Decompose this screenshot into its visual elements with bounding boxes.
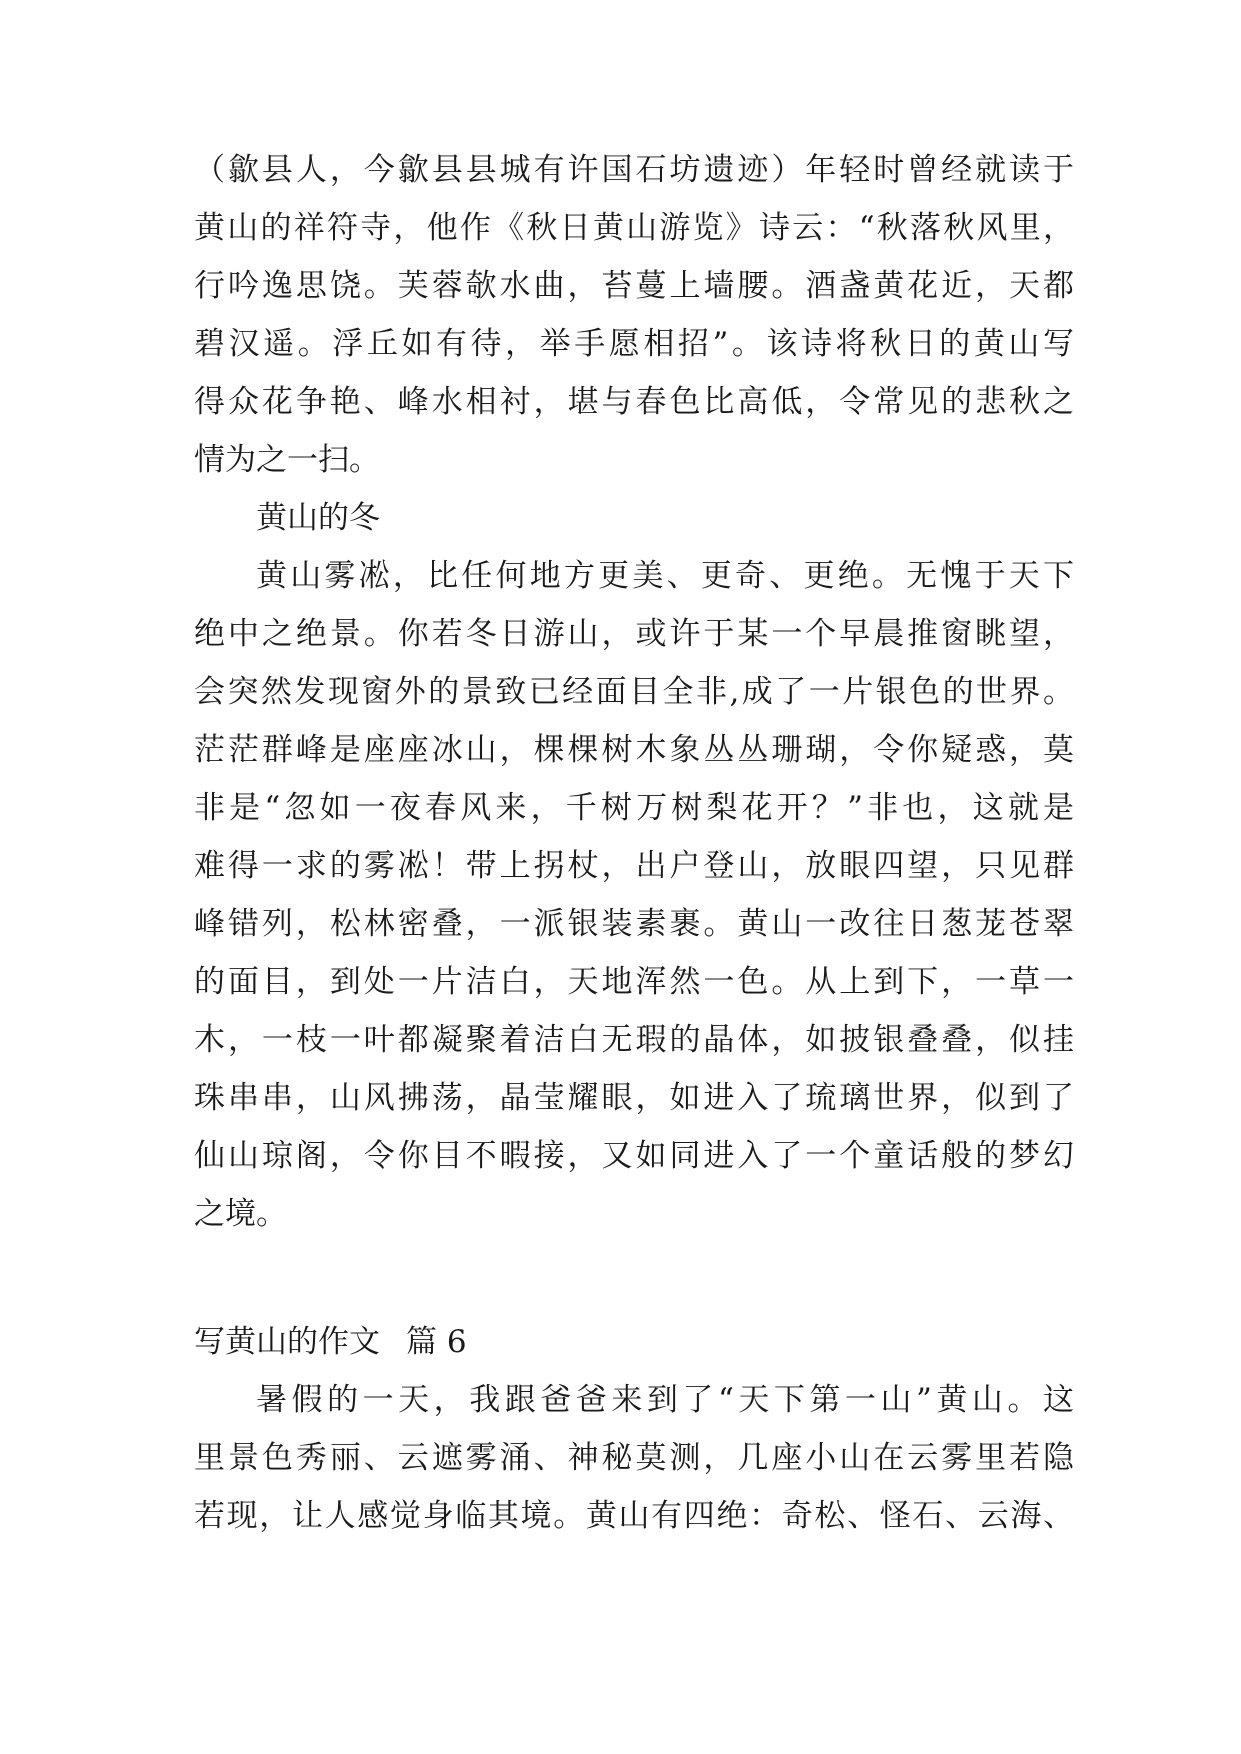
paragraph-3-line-1: 暑假的一天，我跟爸爸来到了“天下第一山”黄山。这 xyxy=(256,1382,1074,1418)
subheading: 黄山的冬 xyxy=(256,500,380,536)
section-title xyxy=(194,1312,467,1372)
paragraph-2-line-8: 的面目，到处一片洁白，天地浑然一色。从上到下，一草一 xyxy=(194,964,1074,1000)
paragraph-1-line-4: 碧汉遥。浮丘如有待，举手愿相招”。该诗将秋日的黄山写 xyxy=(194,326,1074,362)
section-title-text: 写黄山的作文 xyxy=(194,1324,380,1360)
paragraph-2-line-7: 峰错列，松林密叠，一派银装素裹。黄山一改往日葱茏苍翠 xyxy=(194,906,1074,942)
paragraph-2-line-5: 非是“忽如一夜春风来，千树万树梨花开？”非也，这就是 xyxy=(194,790,1074,826)
paragraph-2-line-6: 难得一求的雾凇！带上拐杖，出户登山，放眼四望，只见群 xyxy=(194,848,1074,884)
paragraph-1-line-6: 情为之一扫。 xyxy=(194,442,380,478)
paragraph-3-line-3: 若现，让人感觉身临其境。黄山有四绝：奇松、怪石、云海、 xyxy=(194,1498,1074,1534)
paragraph-2-line-10: 珠串串，山风拂荡，晶莹耀眼，如进入了琉璃世界，似到了 xyxy=(194,1080,1074,1116)
paragraph-3-line-2: 里景色秀丽、云遮雾涌、神秘莫测，几座小山在云雾里若隐 xyxy=(194,1440,1074,1476)
paragraph-1-line-5: 得众花争艳、峰水相衬，堪与春色比高低，令常见的悲秋之 xyxy=(194,384,1074,420)
paragraph-2-line-1: 黄山雾凇，比任何地方更美、更奇、更绝。无愧于天下 xyxy=(256,558,1074,594)
paragraph-1-line-1: （歙县人，今歙县县城有许国石坊遗迹）年轻时曾经就读于 xyxy=(194,152,1074,188)
paragraph-2-line-2: 绝中之绝景。你若冬日游山，或许于某一个早晨推窗眺望， xyxy=(194,616,1074,652)
paragraph-2-line-9: 木，一枝一叶都凝聚着洁白无瑕的晶体，如披银叠叠，似挂 xyxy=(194,1022,1074,1058)
paragraph-1-line-3: 行吟逸思饶。芙蓉欹水曲，苔蔓上墙腰。酒盏黄花近，天都 xyxy=(194,268,1074,304)
paragraph-2-line-4: 茫茫群峰是座座冰山，棵棵树木象丛丛珊瑚，令你疑惑，莫 xyxy=(194,732,1074,768)
paragraph-1-line-2: 黄山的祥符寺，他作《秋日黄山游览》诗云：“秋落秋风里， xyxy=(194,210,1074,246)
section-number: 篇 6 xyxy=(406,1324,467,1360)
paragraph-2-line-3: 会突然发现窗外的景致已经面目全非,成了一片银色的世界。 xyxy=(194,674,1074,710)
paragraph-2-line-11: 仙山琼阁，令你目不暇接，又如同进入了一个童话般的梦幻 xyxy=(194,1138,1074,1174)
paragraph-2-line-12: 之境。 xyxy=(194,1196,287,1232)
